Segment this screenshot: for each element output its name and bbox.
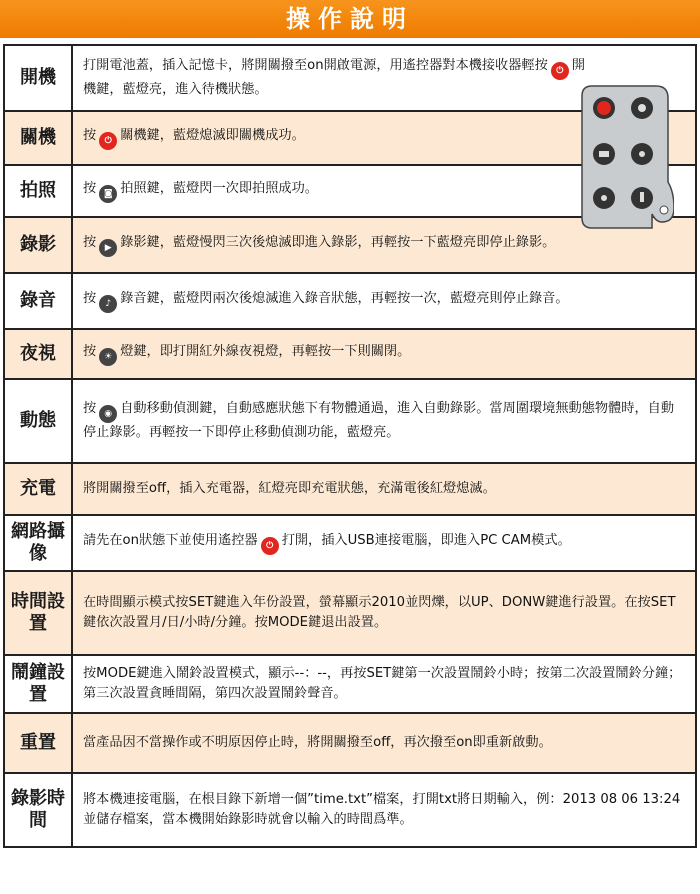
row-record-time [3, 774, 697, 848]
row-text: 打開，插入USB連接電腦，即進入PC CAM模式。 [281, 533, 571, 548]
row-label: 錄影 [5, 218, 73, 272]
power-icon: ⏻ [99, 132, 117, 150]
row-label: 關機 [5, 112, 73, 164]
row-text: 將本機連接電腦，在根目錄下新增一個”time.txt”檔案，打開txt將日期輸入，例：2013 08 06 13:24 並儲存檔案，當本機開始錄影時就會以輸入的時間爲準。 [83, 792, 681, 827]
page-title: 操作說明 [0, 0, 700, 38]
lightbulb-icon: ☀ [99, 348, 117, 366]
row-text: 按 [83, 401, 97, 416]
mic-icon: ♪ [99, 295, 117, 313]
row-text: 拍照鍵，藍燈閃一次即拍照成功。 [120, 181, 318, 196]
row-text: 打開電池蓋，插入記憶卡，將開關撥至on開啟電源，用遙控器對本機接收器輕按 [83, 58, 548, 73]
row-text: 錄音鍵，藍燈閃兩次後熄滅進入錄音狀態，再輕按一次，藍燈亮則停止錄音。 [120, 291, 569, 306]
row-text: 關機鍵，藍燈熄滅即關機成功。 [120, 128, 305, 143]
row-reset [3, 714, 697, 774]
camera-icon: ◙ [99, 185, 117, 203]
row-text: 請先在on狀態下並使用遙控器 [83, 533, 258, 548]
power-icon: ⏻ [261, 537, 279, 555]
row-label: 錄影時間 [5, 774, 73, 846]
row-text: 按 [83, 128, 97, 143]
row-label: 拍照 [5, 166, 73, 216]
row-label: 鬧鐘設置 [5, 656, 73, 712]
row-label: 重置 [5, 714, 73, 772]
row-text: 燈鍵，即打開紅外線夜視燈，再輕按一下則關閉。 [120, 344, 411, 359]
row-motion [3, 380, 697, 464]
row-label: 錄音 [5, 274, 73, 328]
row-label: 充電 [5, 464, 73, 514]
power-icon: ⏻ [551, 62, 569, 80]
row-label: 夜視 [5, 330, 73, 378]
row-label: 時間設置 [5, 572, 73, 654]
row-night-vision [3, 330, 697, 380]
row-alarm-setting [3, 656, 697, 714]
row-charge [3, 464, 697, 516]
row-text: 錄影鍵，藍燈慢閃三次後熄滅即進入錄影，再輕按一下藍燈亮即停止錄影。 [120, 235, 556, 250]
row-text: 將開關撥至off，插入充電器，紅燈亮即充電狀態，充滿電後紅燈熄滅。 [83, 481, 496, 496]
row-text: 自動移動偵測鍵，自動感應狀態下有物體通過，進入自動錄影。當周圍環境無動態物體時，自動停止錄影。再輕按一下即停止移動偵測功能，藍燈亮。 [83, 401, 675, 440]
row-text: 開機鍵，藍燈亮，進入待機狀態。 [83, 58, 585, 97]
remote-control-image [578, 82, 674, 232]
row-text: 按 [83, 181, 97, 196]
row-webcam [3, 516, 697, 572]
row-label: 動態 [5, 380, 73, 462]
row-text: 按 [83, 344, 97, 359]
row-label: 開機 [5, 46, 73, 110]
row-text: 在時間顯示模式按SET鍵進入年份設置，螢幕顯示2010並閃爍，以UP、DONW鍵進行設置。在按SET鍵依次設置月/日/小時/分鐘。按MODE鍵退出設置。 [83, 595, 676, 630]
row-text: 當產品因不當操作或不明原因停止時，將開關撥至off，再次撥至on即重新啟動。 [83, 735, 552, 750]
row-text: 按MODE鍵進入鬧鈴設置模式，顯示--：--，再按SET鍵第一次設置鬧鈴小時；按第二次設置鬧鈴分鐘；第三次設置貪睡間隔，第四次設置鬧鈴聲音。 [83, 666, 682, 701]
row-time-setting [3, 572, 697, 656]
row-text: 按 [83, 235, 97, 250]
row-text: 按 [83, 291, 97, 306]
video-icon: ▶ [99, 239, 117, 257]
motion-icon: ◉ [99, 405, 117, 423]
row-audio [3, 274, 697, 330]
row-label: 網路攝像 [5, 516, 73, 570]
